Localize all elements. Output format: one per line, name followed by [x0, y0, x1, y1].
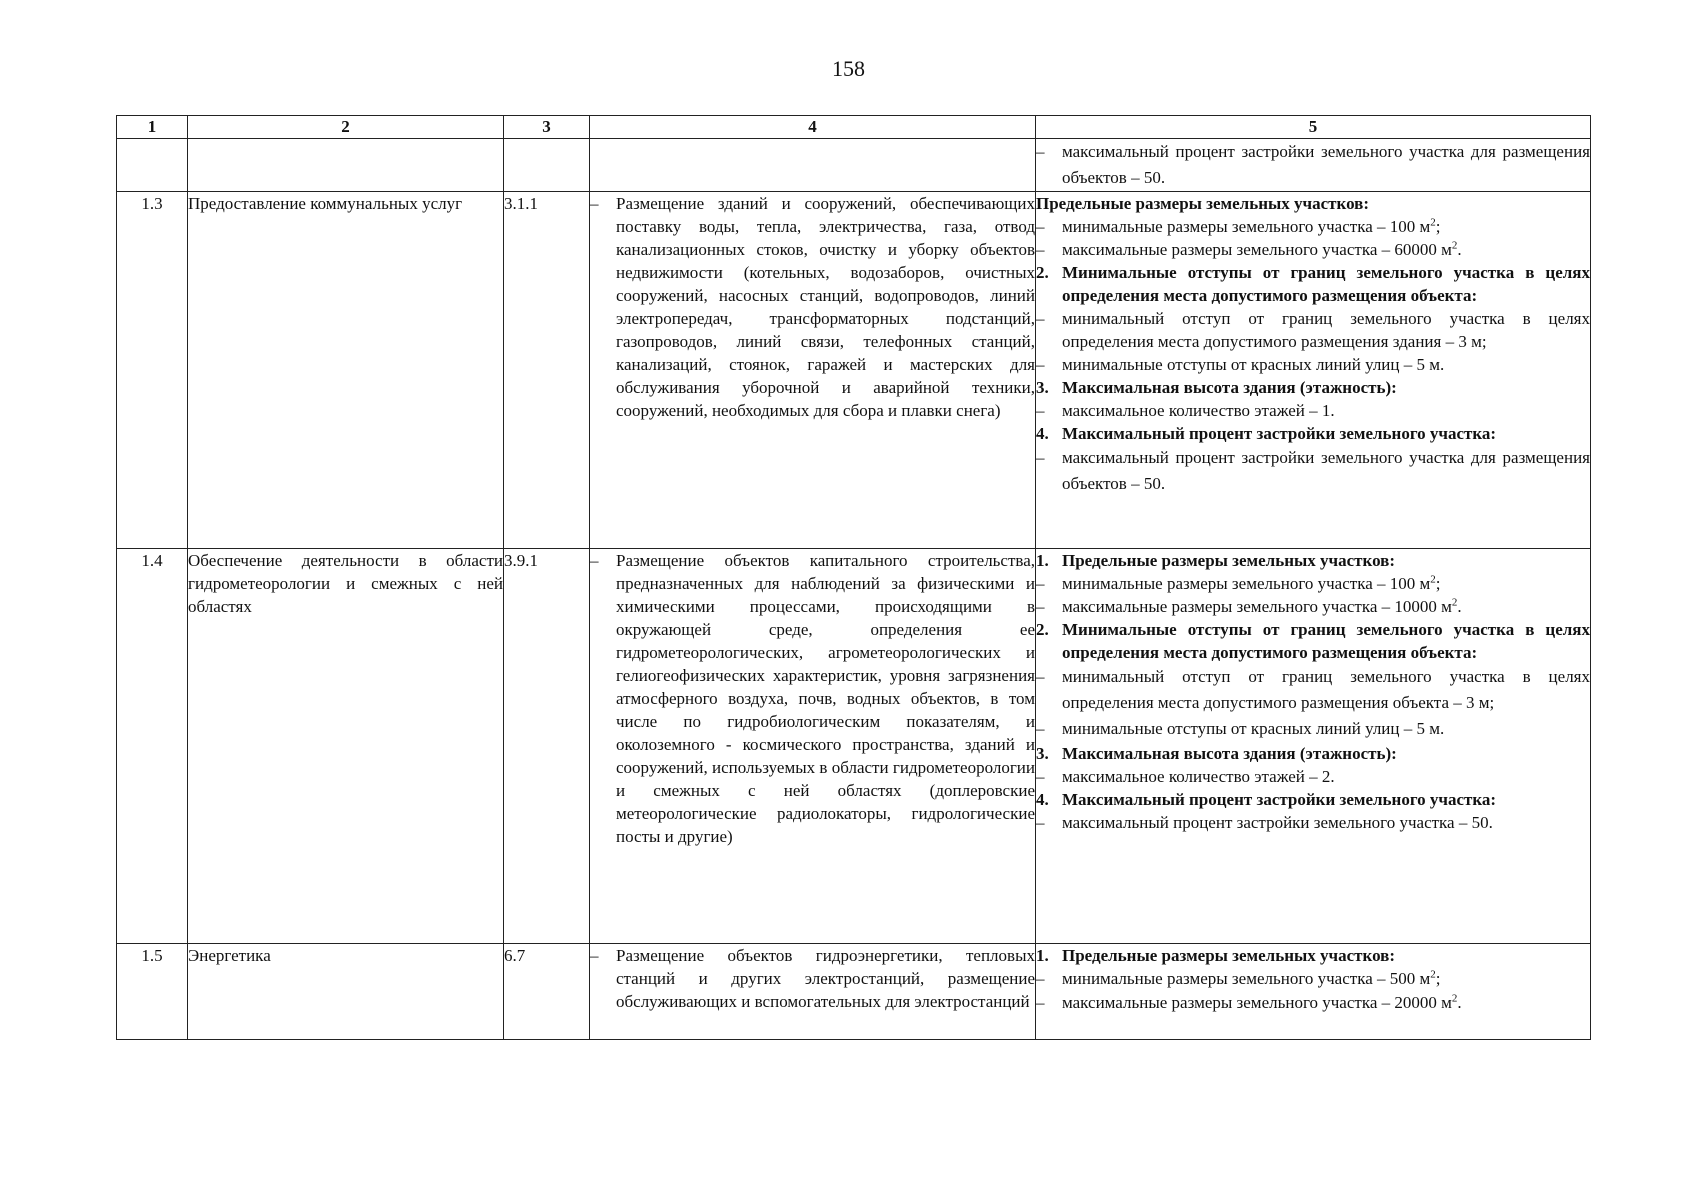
table-row-1-3	[117, 192, 1591, 549]
use-name: Предоставление коммунальных услуг	[188, 192, 504, 549]
param-heading-3: Максимальная высота здания (этажность):	[1062, 378, 1397, 397]
use-parameters	[1036, 549, 1591, 944]
use-name: Энергетика	[188, 944, 504, 1040]
param-text: минимальные размеры земельного участка – 500 $м^2$;	[1062, 968, 1441, 988]
heading-number: 2.	[1036, 620, 1049, 639]
cell-desc	[590, 139, 1036, 192]
description-text: Размещение объектов гидроэнергетики, тепловых станций и других электростанций, размещение обслуживающих и вспомогательных для электростанций	[616, 946, 1035, 1011]
heading-number: 1.	[1036, 946, 1049, 965]
param-heading-4: Максимальный процент застройки земельного участка:	[1062, 790, 1497, 809]
dash-bullet: –	[1036, 993, 1045, 1012]
table-row-continuation	[117, 139, 1591, 192]
param-text: максимальный процент застройки земельного участка для размещения объектов – 50.	[1062, 142, 1590, 187]
param-text: максимальный процент застройки земельного участка – 50.	[1062, 813, 1493, 832]
cell-name	[188, 139, 504, 192]
description-text: Размещение объектов капитального строительства, предназначенных для наблюдений за физическими и химическими процессами, происходящими в окружающей среде, определения ее гидрометеорологических, агрометеорологических и гелиогеофизических характеристик, уровня загрязнения атмосферного воздуха, почв, водных объектов, в том числе по гидробиологическим показателям, и околоземного - космического пространства, зданий и сооружений, используемых в области гидрометеорологии и смежных с ней областях (доплеровские метеорологические радиолокаторы, гидрологические посты и другие)	[616, 551, 1035, 846]
cell-num	[117, 139, 188, 192]
param-heading-2: Минимальные отступы от границ земельного участка в целях определения места допустимого размещения объекта:	[1062, 263, 1590, 305]
use-code: 3.1.1	[504, 192, 590, 549]
row-number: 1.3	[117, 192, 188, 549]
param-text: минимальные размеры земельного участка – 100 $м^2$;	[1062, 573, 1441, 593]
row-number: 1.4	[117, 549, 188, 944]
zoning-table	[116, 115, 1591, 1040]
dash-bullet: –	[590, 194, 599, 213]
cell-params	[1036, 139, 1591, 192]
dash-bullet: –	[590, 551, 599, 570]
param-heading-2: Минимальные отступы от границ земельного участка в целях определения места допустимого размещения объекта:	[1062, 620, 1590, 662]
dash-bullet: –	[1036, 448, 1045, 467]
row-number: 1.5	[117, 944, 188, 1040]
heading-number: 4.	[1036, 424, 1049, 443]
dash-bullet: –	[1036, 401, 1045, 420]
param-text: минимальные размеры земельного участка – 100 $м^2$;	[1062, 216, 1441, 236]
param-text: минимальный отступ от границ земельного участка в целях определения места допустимого размещения объекта – 3 м;	[1062, 667, 1590, 712]
use-description	[590, 944, 1036, 1040]
dash-bullet: –	[1036, 767, 1045, 786]
dash-bullet: –	[1036, 142, 1045, 161]
param-text: минимальные отступы от красных линий улиц – 5 м.	[1062, 719, 1445, 738]
dash-bullet: –	[590, 946, 599, 965]
dash-bullet: –	[1036, 667, 1045, 686]
heading-number: 1.	[1036, 551, 1049, 570]
param-heading-1: Предельные размеры земельных участков:	[1036, 194, 1370, 213]
column-header-2: 2	[188, 116, 504, 139]
table-row-1-4	[117, 549, 1591, 944]
table-row-1-5	[117, 944, 1591, 1040]
param-text: максимальные размеры земельного участка – 10000 $м^2$.	[1062, 596, 1462, 616]
page-number: 158	[832, 56, 865, 81]
dash-bullet: –	[1036, 240, 1045, 259]
dash-bullet: –	[1036, 217, 1045, 236]
param-text: максимальное количество этажей – 2.	[1062, 767, 1335, 786]
column-header-5: 5	[1036, 116, 1591, 139]
heading-number: 3.	[1036, 744, 1049, 763]
param-heading-1: Предельные размеры земельных участков:	[1062, 551, 1396, 570]
use-description	[590, 192, 1036, 549]
dash-bullet: –	[1036, 969, 1045, 988]
dash-bullet: –	[1036, 355, 1045, 374]
heading-number: 3.	[1036, 378, 1049, 397]
use-code: 3.9.1	[504, 549, 590, 944]
column-header-3: 3	[504, 116, 590, 139]
param-text: максимальное количество этажей – 1.	[1062, 401, 1335, 420]
param-text: максимальный процент застройки земельного участка для размещения объектов – 50.	[1062, 448, 1590, 493]
use-description	[590, 549, 1036, 944]
param-heading-1: Предельные размеры земельных участков:	[1062, 946, 1396, 965]
dash-bullet: –	[1036, 574, 1045, 593]
use-code: 6.7	[504, 944, 590, 1040]
dash-bullet: –	[1036, 813, 1045, 832]
dash-bullet: –	[1036, 309, 1045, 328]
param-text: минимальный отступ от границ земельного участка в целях определения места допустимого размещения здания – 3 м;	[1062, 309, 1590, 351]
use-name: Обеспечение деятельности в области гидрометеорологии и смежных с ней областях	[188, 549, 504, 944]
use-parameters	[1036, 192, 1591, 549]
column-header-1: 1	[117, 116, 188, 139]
param-text: максимальные размеры земельного участка – 60000 $м^2$.	[1062, 239, 1462, 259]
param-text: максимальные размеры земельного участка – 20000 $м^2$.	[1062, 992, 1462, 1012]
dash-bullet: –	[1036, 719, 1045, 738]
description-text: Размещение зданий и сооружений, обеспечивающих поставку воды, тепла, электричества, газа, отвод канализационных стоков, очистку и уборку объектов недвижимости (котельных, водозаборов, очистных сооружений, насосных станций, водопроводов, линий электропередач, трансформаторных подстанций, газопроводов, линий связи, телефонных станций, канализаций, стоянок, гаражей и мастерских для обслуживания уборочной и аварийной техники, сооружений, необходимых для сбора и плавки снега)	[616, 194, 1035, 420]
dash-bullet: –	[1036, 597, 1045, 616]
heading-number: 4.	[1036, 790, 1049, 809]
cell-code	[504, 139, 590, 192]
column-header-4: 4	[590, 116, 1036, 139]
param-heading-3: Максимальная высота здания (этажность):	[1062, 744, 1397, 763]
param-item	[1036, 139, 1590, 191]
use-parameters	[1036, 944, 1591, 1040]
heading-number: 2.	[1036, 263, 1049, 282]
header-row	[117, 116, 1591, 139]
param-text: минимальные отступы от красных линий улиц – 5 м.	[1062, 355, 1445, 374]
param-heading-4: Максимальный процент застройки земельного участка:	[1062, 424, 1497, 443]
